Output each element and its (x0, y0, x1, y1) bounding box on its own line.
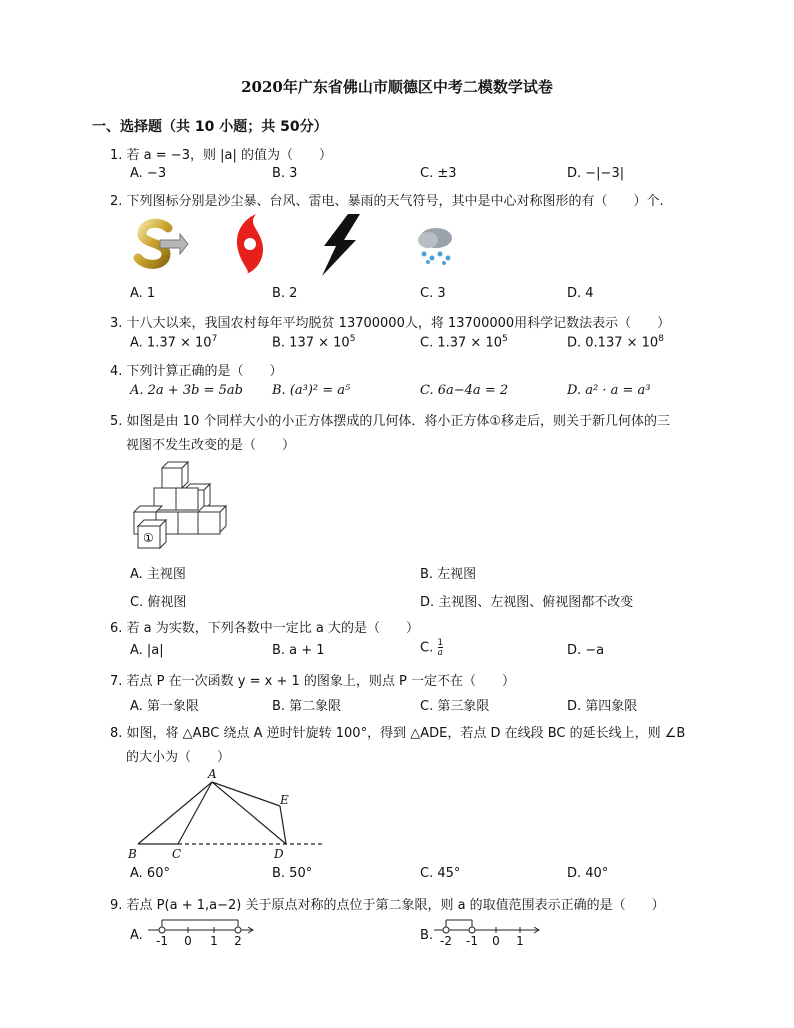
question-7 (110, 670, 515, 689)
q3-option-d: D. $0.137 \times 10^8$ (567, 334, 664, 351)
question-number: 2. (110, 194, 123, 209)
tick-label: 0 (184, 934, 192, 948)
tick-label: -2 (440, 934, 452, 948)
q5-option-a: A. 主视图 (130, 567, 186, 582)
question-stem: 如图，将 △ABC 绕点 A 逆时针旋转 100°，得到 △ADE，若点 D 在线段 BC 的延长线上，则 ∠B (126, 726, 686, 741)
question-stem: 十八大以来，我国农村每年平均脱贫 13700000人，将 13700000用科学记数法表示（ ） (126, 316, 671, 331)
question-stem: 若点 P(a + 1,a−2) 关于原点对称的点位于第二象限，则 a 的取值范围表示正确的是（ ） (126, 898, 665, 913)
q1-option-c: C. ±3 (420, 166, 457, 181)
question-stem: 若 a 为实数，下列各数中一定比 a 大的是（ ） (126, 621, 420, 636)
q4-option-a: A. 2a + 3b = 5ab (130, 383, 243, 398)
tick-label: 2 (234, 934, 242, 948)
number-line-a (144, 914, 260, 948)
question-stem-continued: 视图不发生改变的是（ ） (126, 438, 296, 453)
number-line-b (430, 914, 546, 948)
q9-option-b: B. (420, 928, 434, 943)
question-number: 6. (110, 621, 123, 636)
q2-option-a: A. 1 (130, 286, 156, 301)
q8-option-b: B. 50° (272, 866, 313, 881)
question-9 (110, 894, 665, 913)
q4-option-b: B. (a³)² = a⁵ (272, 383, 351, 398)
question-5 (110, 410, 670, 429)
q8-option-a: A. 60° (130, 866, 170, 881)
tick-label: 0 (492, 934, 500, 948)
point-c-label: C (172, 847, 182, 861)
question-stem-continued: 的大小为（ ） (126, 750, 231, 765)
q3-option-a: A. $1.37 \times 10^7$ (130, 334, 218, 351)
q2-option-c: C. 3 (420, 286, 446, 301)
question-number: 8. (110, 726, 123, 741)
tick-label: 1 (516, 934, 524, 948)
question-1 (110, 144, 332, 163)
cube-stack-figure (132, 460, 242, 552)
typhoon-icon (228, 212, 272, 276)
question-3 (110, 312, 670, 331)
question-stem: 下列图标分别是沙尘暴、台风、雷电、暴雨的天气符号，其中是中心对称图形的有（ ）个. (126, 194, 664, 209)
question-4 (110, 360, 283, 379)
q6-option-a: A. |a| (130, 643, 164, 658)
question-2 (110, 190, 664, 209)
q7-option-c: C. 第三象限 (420, 699, 490, 714)
question-number: 1. (110, 148, 123, 163)
point-d-label: D (274, 847, 284, 861)
q6-option-b: B. a + 1 (272, 643, 325, 658)
q7-option-d: D. 第四象限 (567, 699, 638, 714)
q1-option-d: D. −|−3| (567, 166, 625, 181)
sandstorm-icon (130, 214, 190, 274)
question-stem: 若点 P 在一次函数 y = x + 1 的图象上，则点 P 一定不在（ ） (126, 674, 515, 689)
tick-label: -1 (156, 934, 168, 948)
q1-option-b: B. 3 (272, 166, 298, 181)
q8-option-d: D. 40° (567, 866, 609, 881)
question-number: 7. (110, 674, 123, 689)
q6-option-c: C. $\frac{1}{a}$ (420, 638, 444, 658)
question-stem: 如图是由 10 个同样大小的小正方体摆成的几何体．将小正方体①移走后，则关于新几何体的三 (126, 414, 671, 429)
question-number: 9. (110, 898, 123, 913)
rainstorm-icon (414, 222, 458, 266)
q7-option-a: A. 第一象限 (130, 699, 199, 714)
section-heading: 一、选择题（共 10 小题；共 50分） (92, 119, 328, 135)
q6-option-d: D. −a (567, 643, 605, 658)
triangle-rotation-figure (124, 766, 334, 864)
page-title: 2020年广东省佛山市顺德区中考二模数学试卷 (241, 78, 553, 96)
q4-option-c: C. 6a−4a = 2 (420, 383, 509, 398)
q1-option-a: A. −3 (130, 166, 167, 181)
point-b-label: B (128, 847, 137, 861)
q3-option-c: C. $1.37 \times 10^5$ (420, 334, 508, 351)
question-number: 3. (110, 316, 123, 331)
question-stem: 下列计算正确的是（ ） (126, 364, 283, 379)
q9-option-a: A. (130, 928, 143, 943)
q5-option-b: B. 左视图 (420, 567, 477, 582)
question-6 (110, 617, 419, 636)
lightning-icon (316, 212, 364, 278)
q4-option-d: D. a² · a = a³ (567, 383, 651, 398)
question-number: 4. (110, 364, 123, 379)
q3-option-b: B. $137 \times 10^5$ (272, 334, 356, 351)
q5-option-c: C. 俯视图 (130, 595, 187, 610)
tick-label: 1 (210, 934, 218, 948)
cube-label: ① (143, 531, 154, 545)
point-e-label: E (280, 793, 289, 807)
q5-option-d: D. 主视图、左视图、俯视图都不改变 (420, 595, 634, 610)
q8-option-c: C. 45° (420, 866, 461, 881)
q2-option-b: B. 2 (272, 286, 298, 301)
question-stem: 若 a = −3，则 |a| 的值为（ ） (126, 148, 332, 163)
point-a-label: A (208, 767, 217, 781)
question-8 (110, 722, 685, 741)
q2-option-d: D. 4 (567, 286, 594, 301)
q7-option-b: B. 第二象限 (272, 699, 342, 714)
question-number: 5. (110, 414, 123, 429)
tick-label: -1 (466, 934, 478, 948)
